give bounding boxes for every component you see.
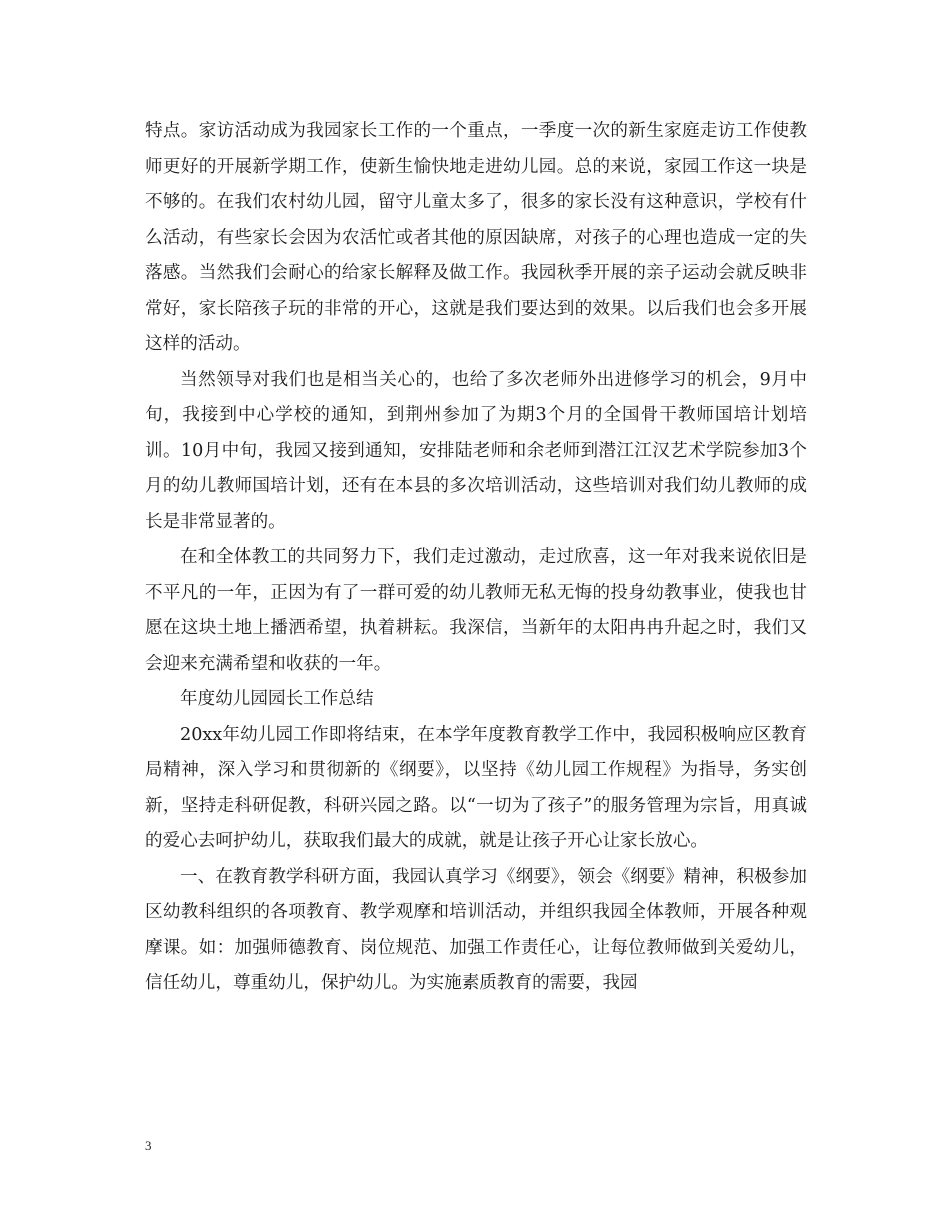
paragraph-1: 特点。家访活动成为我园家长工作的一个重点，一季度一次的新生家庭走访工作使教师更好的开展新学期工作，使新生愉快地走进幼儿园。总的来说，家园工作这一块是不够的。在我们农村幼儿园，留守儿童太多了，很多的家长没有这种意识，学校有什么活动，有些家长会因为农活忙或者其他的原因缺席，对孩子的心理也造成一定的失落感。当然我们会耐心的给家长解释及做工作。我园秋季开展的亲子运动会就反映非常好，家长陪孩子玩的非常的开心，这就是我们要达到的效果。以后我们也会多开展这样的活动。	[145, 121, 807, 354]
paragraph-2: 当然领导对我们也是相当关心的，也给了多次老师外出进修学习的机会，9月中旬，我接到中心学校的通知，到荆州参加了为期3个月的全国骨干教师国培计划培训。10月中旬，我园又接到通知，安排陆老师和余老师到潜江江汉艺术学院参加3个月的幼儿教师国培计划，还有在本县的多次培训活动，这些培训对我们幼儿教师的成长是非常显著的。	[145, 369, 807, 532]
paragraph-3: 在和全体教工的共同努力下，我们走过激动，走过欣喜，这一年对我来说依旧是不平凡的一年，正因为有了一群可爱的幼儿教师无私无悔的投身幼教事业，使我也甘愿在这块土地上播洒希望，执着耕耘。我深信，当新年的太阳冉冉升起之时，我们又会迎来充满希望和收获的一年。	[145, 547, 807, 674]
section-heading: 年度幼儿园园长工作总结	[180, 689, 374, 709]
document-body	[145, 114, 807, 1002]
page-number: 3	[145, 1138, 152, 1153]
paragraph-4: 20xx年幼儿园工作即将结束，在本学年度教育教学工作中，我园积极响应区教育局精神，深入学习和贯彻新的《纲要》，以坚持《幼儿园工作规程》为指导，务实创新，坚持走科研促教，科研兴园之路。以“一切为了孩子”的服务管理为宗旨，用真诚的爱心去呵护幼儿，获取我们最大的成就，就是让孩子开心让家长放心。	[145, 724, 807, 851]
paragraph-5: 一、在教育教学科研方面，我园认真学习《纲要》，领会《纲要》精神，积极参加区幼教科组织的各项教育、教学观摩和培训活动，并组织我园全体教师，开展各种观摩课。如：加强师德教育、岗位规范、加强工作责任心，让每位教师做到关爱幼儿，信任幼儿，尊重幼儿，保护幼儿。为实施素质教育的需要，我园	[145, 866, 807, 993]
